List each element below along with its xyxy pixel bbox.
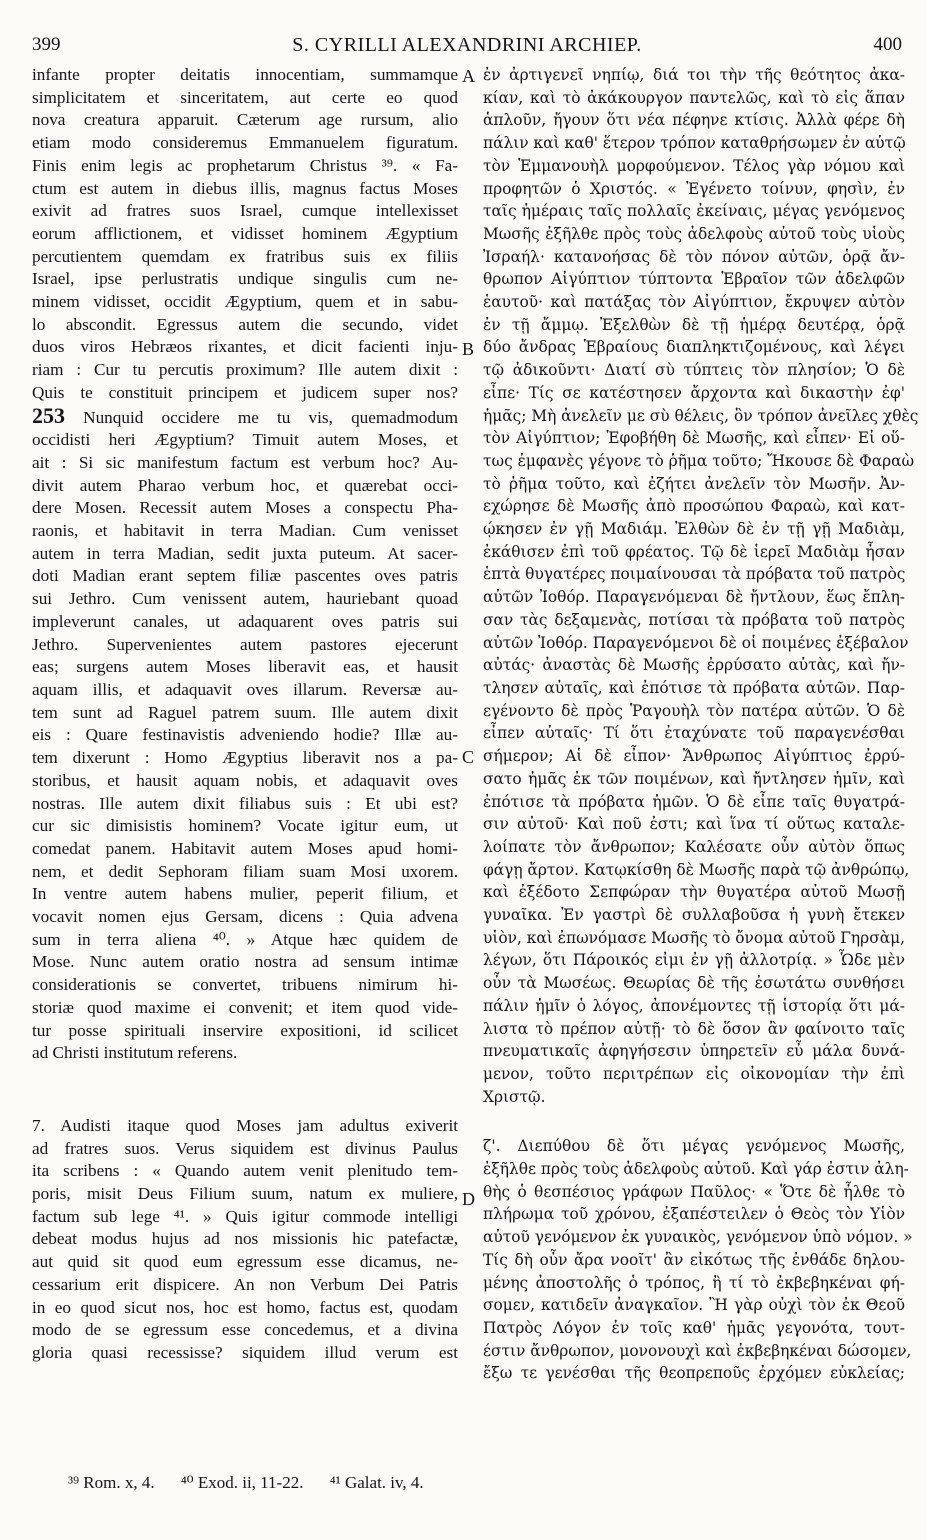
text-line: ῴκησεν ἐν γῇ Μαδιάμ. Ἐλθὼν δὲ ἐν τῇ γῇ Μαδιὰμ, [483,520,905,539]
text-line: Χριστῷ. [483,1087,546,1106]
text-line: eorum afflictionem, et vidisset hominem Ægyptium [32,223,458,243]
margin-letter-a: A [462,66,475,86]
text-line: ἁπλοῦν, ἤγουν ὅτι νέα πέφηνε κτίσις. Ἀλλὰ φέρε δὴ [483,111,905,130]
text-line: Πατρὸς Λόγον ἐν τοῖς καθ' ἡμᾶς γεγονότα, τουτ- [483,1318,905,1337]
text-line: θὴς ὁ θεσπέσιος γράφων Παῦλος· « Ὅτε δὲ ἦλθε τὸ [483,1182,905,1201]
text-line: nostras. Ille autem dixit filiabus suis : Et ubi est? [32,793,458,813]
column-page-number: 253 [32,402,65,428]
text-line: σομεν, κατιδεῖν ἀναγκαῖον. Ἢ γὰρ οὐχὶ τὸν ἐκ Θεοῦ [483,1296,905,1315]
text-line: Israel, ipse perlustratis undique singulis cum ne- [32,269,458,289]
text-line: ἑαυτοῦ· καὶ πατάξας τὸν Αἰγύπτιον, ἔκρυψεν αὐτὸν [483,293,905,312]
text-line: εχώρησε δὲ Μωσῆς ἀπὸ προσώπου Φαραὼ, καὶ κατ- [483,497,905,516]
text-line: κίαν, καὶ τὸ ἀκάκουργον παντελῶς, καὶ τὸ εἰς ἅπαν [483,88,905,107]
text-line: simplicitatem et sinceritatem, aut certe eo quod [32,87,458,107]
text-line: ἐν τῇ ἄμμῳ. Ἐξελθὼν δὲ τῇ ἡμέρᾳ δευτέρᾳ, ὁρᾷ [483,315,905,334]
text-line: duos viros Hebræos rixantes, et dicit facienti inju- [32,337,458,357]
footnote: ⁴¹ Galat. iv, 4. [329,1473,424,1492]
text-line: ita scribens : « Quando autem venit plenitudo tem- [32,1161,458,1181]
text-line: λέγων, ὅτι Πάροικός εἰμι ἐν γῇ ἀλλοτρίᾳ. » Ὧδε μὲν [483,951,905,970]
text-line: ctum est autem in diebus illis, magnus factus Moses [32,178,458,198]
text-line: Quis te constituit principem et judicem super nos? [32,382,458,402]
text-line: αὐτῶν Ἰοθόρ. Παραγενόμενοι δὲ οἱ ποιμένες ἐξέβαλον [483,633,909,652]
text-line: μένης ἀποστολῆς ὁ τρόπος, ἢ τί τὸ ἐκβεβηκέναι φή- [483,1273,905,1292]
text-line: πλήρωμα τοῦ χρόνου, ἐξαπέστειλεν ὁ Θεὸς τὸν Υἱὸν [483,1205,905,1224]
text-line: σαν τὰς δεξαμενὰς, ποτίσαι τὰ πρόβατα τοῦ πατρὸς [483,610,905,629]
text-line: αὐτοῦ γενόμενον ἐκ γυναικὸς, γενόμενον ὑπὸ νόμον. » [483,1228,913,1247]
text-line: nova creatura apparuit. Cæterum age rursum, alio [32,110,458,130]
text-line: φάγῃ ἄρτον. Κατῳκίσθη δὲ Μωσῆς παρὰ τῷ ἀνθρώπῳ, [483,860,910,879]
text-line: τὸ ῥῆμα τοῦτο, καὶ ἐζήτει ἀνελεῖν τὸν Μωσῆν. Ἀν- [483,474,905,493]
text-line: Μωσῆς ἐξῆλθε πρὸς τοὺς ἀδελφοὺς αὐτοῦ τοὺς υἱοὺς [483,224,905,243]
running-header [32,34,902,62]
text-line: αὐτάς· ἀναστὰς δὲ Μωσῆς ἐρρύσατο αὐτὰς, καὶ ἤν- [483,656,905,675]
text-line: ad fratres suos. Verus siquidem est divinus Paulus [32,1138,458,1158]
text-line: doti Madian erant septem filiæ pascentes oves patris [32,566,458,586]
text-line: in eo quod sicut nos, hoc est homo, factus est, quodam [32,1297,458,1317]
text-line: εἶπε· Τίς σε κατέστησεν ἄρχοντα καὶ δικαστὴν ἐφ' [483,383,905,402]
text-line: ἐπότισε τὰ πρόβατα ἡμῶν. Ὁ δὲ εἶπε ταῖς θυγατρά- [483,792,905,811]
text-line: storiæ quod maxime ei convenit; et item quod vide- [32,997,458,1017]
text-line: dere Mosen. Recessit autem Moses a conspectu Pha- [32,498,458,518]
text-line: tem dixerunt : Homo Ægyptius liberavit nos a pa- [32,748,458,768]
text-line: comedat panem. Habitavit autem Moses apud homi- [32,838,458,858]
text-line: ζ'. Διεπύθου δὲ ὅτι μέγας γενόμενος Μωσῆς, [483,1137,905,1156]
text-fragment: Nunquid occidere me tu vis, quemadmodum [83,407,458,427]
text-line: sum in terra aliena ⁴⁰. » Atque hæc quidem de [32,929,458,949]
text-line: έστιν ἄνθρωπον, μονονουχὶ καὶ ἐκβεβηκέναι δώσομεν, [483,1341,912,1360]
text-line: lo abscondit. Egressus autem die secundo, videt [32,314,458,334]
text-line: τῷ ἀδικοῦντι· Διατί σὺ τύπτεις τὸν πλησίον; Ὁ δὲ [483,361,905,380]
text-line: δύο ἄνδρας Ἑβραίους διαπληκτιζομένους, καὶ λέγει [483,338,905,357]
text-line: τως ἐμφανὲς γέγονε τὸ ῥῆμα τοῦτο; Ἤκουσε δὲ Φαραὼ [483,451,915,470]
text-line: σιν αὐτοῦ· Καὶ ποῦ ἐστι; καὶ ἵνα τί οὕτως καταλε- [483,815,905,834]
text-line: cessarium erit dispicere. An non Verbum Dei Patris [32,1274,458,1294]
text-line: exivit ad fratres suos Israel, cumque intellexisset [32,201,458,221]
text-line: Mose. Nunc autem oratio nostra ad sensum intimæ [32,952,458,972]
text-line: In ventre autem habens mulier, peperit filium, et [32,884,458,904]
text-line: μενον, τοῦτο περιτρέπων εἰς οἰκονομίαν τὴν ἐπὶ [483,1064,905,1083]
text-line: eas; surgens autem Moses liberavit eas, et hausit [32,657,458,677]
text-line: cur sic dimisistis hominem? Vocate igitur eum, ut [32,816,458,836]
text-line: τὸν Αἰγύπτιον; Ἐφοβήθη δὲ Μωσῆς, καὶ εἶπεν· Εἰ οὕ- [483,429,905,448]
text-line: σατο ἡμᾶς ἐκ τῶν ποιμένων, καὶ ἤντλησεν ἡμῖν, καὶ [483,769,905,788]
text-line: λιστα τὸ πρέπον αὐτῇ· τὸ δὲ ὅσον ἂν φαίνοιτο ταῖς [483,1019,905,1038]
text-line: ἐκάθισεν ἐπὶ τοῦ φρέατος. Τῷ δὲ ἱερεῖ Μαδιὰμ ἦσαν [483,542,905,561]
text-line: λοίπατε τὸν ἄνθρωπον; Καλέσατε οὖν αὐτὸν ὅπως [483,837,905,856]
latin-paragraph [32,64,458,1065]
page-number-right: 400 [873,34,902,55]
margin-letter-c: C [462,747,475,767]
text-line: autem in terra Madian, sedit juxta puteum. At sacer- [32,543,458,563]
text-line: ἡμᾶς; Μὴ ἀνελεῖν με σὺ θέλεις, ὃν τρόπον ἀνεῖλες χθὲς [483,406,919,425]
text-line: πάλιν ἡμῖν ὁ λόγος, ἀπονέμοντες τῇ ἱστορίᾳ ὅτι μά- [483,996,905,1015]
text-line: factum sub lege ⁴¹. » Quis igitur commode intelligi [32,1206,458,1226]
text-line: Τίς δὴ οὖν ἄρα νοοῖτ' ἂν εἰκότως τῆς ἐνθάδε δηλου- [483,1250,905,1269]
text-line: γυναῖκα. Ἐν γαστρὶ δὲ συλλαβοῦσα ἡ γυνὴ ἔτεκεν [483,906,905,925]
text-line: πνευματικαῖς ἀφηγήσεσιν ὑπηρετεῖν εὖ μάλα δυνά- [483,1042,905,1061]
text-line: sui Jethro. Cum venissent autem, hauriebant quoad [32,589,458,609]
running-title: S. CYRILLI ALEXANDRINI ARCHIEP. [292,34,642,56]
greek-paragraph [483,64,919,1108]
text-line: θρωπον Αἰγύπτιον τύπτοντα Ἑβραῖον τῶν ἀδελφῶν [483,270,905,289]
text-line: etiam modo consideremus Emmanuelem figuratum. [32,133,458,153]
text-line: ait : Si sic manifestum factum est verbum hoc? Au- [32,452,458,472]
text-line: impleverunt canales, ut adaquarent oves patris sui [32,611,458,631]
text-line: debeat modus hujus ad nos missionis hic patefactæ, [32,1229,458,1249]
text-line: καὶ ἐξέδοτο Σεπφώραν τὴν θυγατέρα αὐτοῦ Μωσῇ [483,883,905,902]
text-line: εἶπεν αὐταῖς· Τί ὅτι ἐταχύνατε τοῦ παραγενέσθαι [483,724,905,743]
text-line: 7. Audisti itaque quod Moses jam adultus exiverit [32,1115,458,1135]
text-line: ἐξῆλθε πρὸς τοὺς ἀδελφοὺς αὐτοῦ. Καὶ γάρ ἐστιν ἀλη- [483,1160,909,1179]
text-line: tur posse spirituali inservire expositioni, id scilicet [32,1020,458,1040]
text-line: considerationis se convertet, tribuens nimirum hi- [32,975,458,995]
margin-letter-b: B [462,339,475,359]
text-line: aquam illis, et adaquavit oves illarum. Reversæ au- [32,679,458,699]
text-line: storibus, et hausit aquam nobis, et adaquavit oves [32,770,458,790]
text-line: Ἰσραήλ· κατανοήσας δὲ τὸν πόνον αὐτῶν, ὁρᾷ ἄν- [483,247,905,266]
greek-column [483,64,919,1385]
text-line: Finis enim legis ac prophetarum Christus ³⁹. « Fa- [32,155,458,175]
text-line: πάλιν καὶ καθ' ἕτερον τρόπον καταθρήσωμεν ἐν αὐτῷ [483,134,906,153]
text-line: riam : Cur tu percutis proximum? Ille autem dixit : [32,360,458,380]
footnote: ⁴⁰ Exod. ii, 11-22. [180,1473,304,1492]
text-line: poris, misit Deus Filium suum, natum ex muliere, [32,1184,458,1204]
text-line: Jethro. Supervenientes autem pastores ejecerunt [32,634,458,654]
text-line: ἐν ἀρτιγενεῖ νηπίῳ, διά τοι τὴν τῆς θεότητος ἀκα- [483,66,905,84]
text-line: ταῖς ἡμέραις ταῖς πολλαῖς ἐκείναις, μέγας γενόμενος [483,202,905,221]
text-line: gloria quasi recessisse? siquidem illud verum est [32,1342,458,1362]
text-line: raonis, et habitavit in terra Madian. Cum venisset [32,521,458,541]
text-line: occidisti heri Ægyptium? Timuit autem Moses, et [32,430,458,450]
text-line: υἱὸν, καὶ ἐπωνόμασε Μωσῆς τὸ ὄνομα αὐτοῦ Γηρσὰμ, [483,928,905,947]
text-line: divit autem Pharao verbum hoc, et quærebat occi- [32,475,458,495]
text-line: ἔξω τε γενέσθαι τῆς θεοπρεποῦς ἐρχόμεν εὐκλείας; [483,1364,905,1383]
text-line: minem vidisset, occidit Ægyptium, quem et in sabu- [32,292,458,312]
text-line: nem, et dedit Sephoram filiam suam Mosi uxorem. [32,861,458,881]
text-line: τὸν Ἐμμανουὴλ μορφούμενον. Τέλος γὰρ νόμου καὶ [483,156,905,175]
text-line: percutientem quemdam ex fratribus suis ex filiis [32,246,458,266]
text-line: ἑπτὰ θυγατέρες ποιμαίνουσαι τὰ πρόβατα τοῦ πατρὸς [483,565,906,584]
text-line: οὖν τὰ Μωσέως. Θεωρίας δὲ τῆς ἐσωτάτω συνθήσει [483,974,905,993]
footnote: ³⁹ Rom. x, 4. [68,1473,155,1492]
text-line: σήμερον; Αἱ δὲ εἶπον· Ἄνθρωπος Αἰγύπτιος ἐρρύ- [483,747,905,766]
text-line: infante propter deitatis innocentiam, summamque [32,65,458,84]
text-line: προφητῶν ὁ Χριστός. « Ἐγένετο τοίνυν, φησὶν, ἐν [483,179,905,198]
text-line: αὐτῶν Ἰοθόρ. Παραγενόμεναι δὲ ἤντλουν, ἕως ἔπλη- [483,588,905,607]
text-line: tem sunt ad Raguel patrem suum. Ille autem dixit [32,702,458,722]
margin-letter-d: D [462,1189,475,1209]
text-line: modo de se egressum esse concedemus, et a divina [32,1320,458,1340]
text-line: τλησεν αὐταῖς, καὶ ἐπότισε τὰ πρόβατα αὐτῶν. Παρ- [483,678,905,697]
text-line: vocavit nomen ejus Gersam, dicens : Quia advena [32,907,458,927]
text-line: εγένοντο δὲ πρὸς Ῥαγουὴλ τὸν πατέρα αὐτῶν. Ὁ δὲ [483,701,905,720]
text-line [32,402,458,430]
latin-paragraph [32,1115,458,1365]
page-number-left: 399 [32,34,61,55]
latin-column [32,64,458,1365]
greek-paragraph [483,1135,913,1385]
text-line: eis : Quare festinavistis adveniendo hodie? Illæ au- [32,725,458,745]
text-line: ad Christi institutum referens. [32,1043,238,1063]
text-line: aut quid sit quod eum egressum esse dicamus, ne- [32,1252,458,1272]
footnotes [68,1473,868,1493]
